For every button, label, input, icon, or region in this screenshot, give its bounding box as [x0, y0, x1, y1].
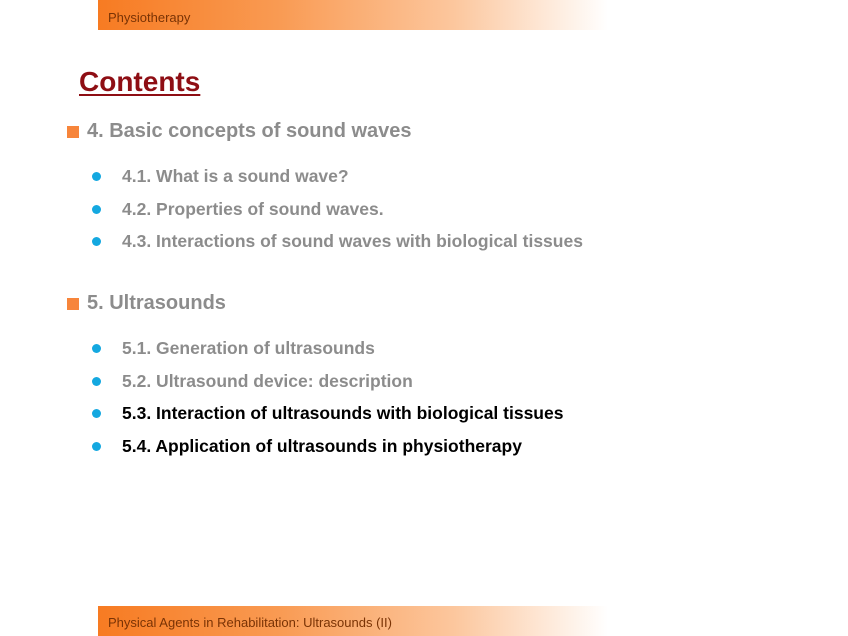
- bullet-dot-icon: [92, 409, 101, 418]
- bullet-dot-icon: [92, 237, 101, 246]
- bullet-dot-icon: [92, 442, 101, 451]
- square-bullet-icon: [67, 126, 79, 138]
- page-title: Contents: [79, 66, 201, 97]
- section-4-label: 4. Basic concepts of sound waves: [87, 120, 412, 142]
- list-item: [92, 231, 583, 252]
- list-item: [92, 371, 413, 392]
- section-5: [67, 292, 226, 315]
- header-label: Physiotherapy: [108, 10, 191, 25]
- section-5-label: 5. Ultrasounds: [87, 292, 226, 314]
- bullet-dot-icon: [92, 377, 101, 386]
- bullet-dot-icon: [92, 344, 101, 353]
- list-item-label: 4.2. Properties of sound waves.: [122, 199, 384, 219]
- list-item-label: 5.3. Interaction of ultrasounds with biological tissues: [122, 403, 564, 423]
- list-item-label: 5.1. Generation of ultrasounds: [122, 338, 375, 358]
- header-band: [98, 0, 608, 30]
- list-item: [92, 338, 375, 359]
- footer-label: Physical Agents in Rehabilitation: Ultrasounds (II): [108, 615, 392, 630]
- square-bullet-icon: [67, 298, 79, 310]
- list-item-label: 4.1. What is a sound wave?: [122, 166, 349, 186]
- bullet-dot-icon: [92, 205, 101, 214]
- bullet-dot-icon: [92, 172, 101, 181]
- list-item-label: 4.3. Interactions of sound waves with biological tissues: [122, 231, 583, 251]
- list-item: [92, 166, 349, 187]
- list-item: [92, 199, 384, 220]
- list-item: [92, 436, 522, 457]
- section-4: [67, 120, 412, 143]
- list-item-label: 5.4. Application of ultrasounds in physiotherapy: [122, 436, 522, 456]
- list-item-label: 5.2. Ultrasound device: description: [122, 371, 413, 391]
- footer-band: [98, 606, 608, 636]
- list-item: [92, 403, 563, 424]
